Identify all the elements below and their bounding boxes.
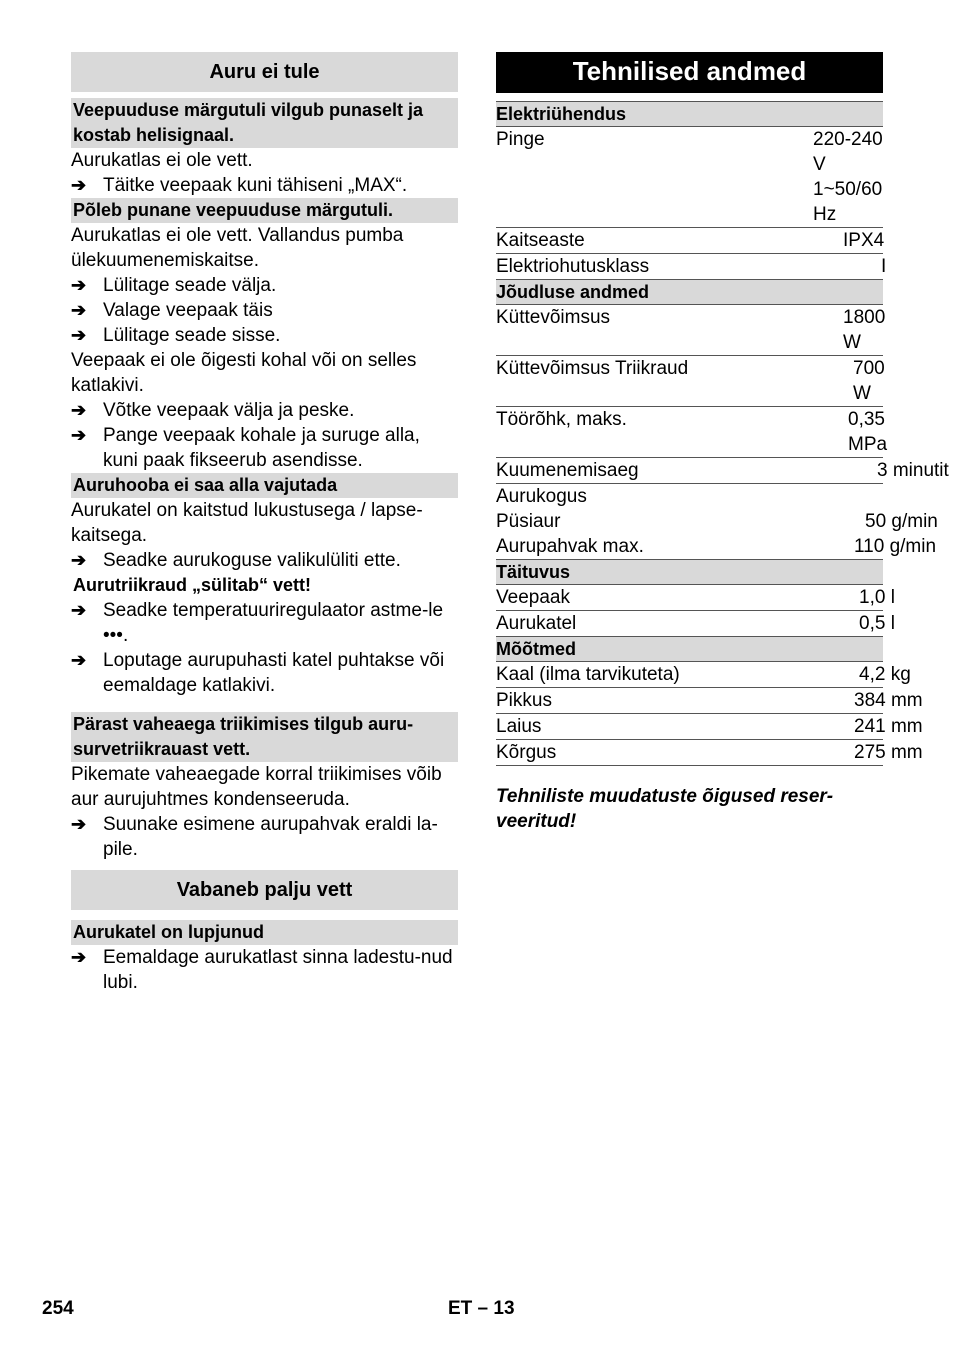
spec-group-header: Jõudluse andmed bbox=[496, 280, 883, 305]
paragraph: Pikemate vaheaegade korral triikimises võib aur aurujuhtmes kondenseeruda. bbox=[71, 764, 442, 810]
rights-reserved-note: Tehniliste muudatuste õigused reser-veeritud! bbox=[496, 786, 834, 832]
paragraph: Aurukatlas ei ole vett. Vallandus pumba ülekuumenemiskaitse. bbox=[71, 225, 404, 271]
arrow-right-icon: ➔ bbox=[71, 650, 87, 670]
spec-row: Veepaak 1,0 l bbox=[496, 585, 883, 611]
subsection-title: Põleb punane veepuuduse märgutuli. bbox=[71, 198, 458, 223]
subsection-title: Aurukatel on lupjunud bbox=[71, 920, 458, 945]
troubleshooting-column bbox=[71, 52, 458, 995]
paragraph: Aurukatlas ei ole vett. bbox=[71, 150, 253, 171]
spec-row: Aurupahvak max. 110 g/min bbox=[496, 534, 883, 560]
spec-row: Laius 241 mm bbox=[496, 714, 883, 740]
arrow-right-icon: ➔ bbox=[71, 425, 87, 445]
arrow-right-icon: ➔ bbox=[71, 325, 87, 345]
spec-row: Kuumenemisaeg 3 minutit bbox=[496, 458, 883, 484]
step-item: ➔ Lülitage seade välja. bbox=[71, 275, 277, 296]
step-item: ➔ Valage veepaak täis bbox=[71, 300, 273, 321]
step-item: ➔ Loputage aurupuhasti katel puhtakse või eemaldage katlakivi. bbox=[71, 650, 445, 696]
arrow-right-icon: ➔ bbox=[71, 947, 87, 967]
spec-row: Pinge 220-240 V bbox=[496, 129, 883, 175]
section-header-no-steam: Auru ei tule bbox=[71, 52, 458, 92]
paragraph: Veepaak ei ole õigesti kohal või on selles katlakivi. bbox=[71, 350, 417, 396]
page-title: Tehnilised andmed bbox=[496, 52, 883, 93]
arrow-right-icon: ➔ bbox=[71, 814, 87, 834]
paragraph: Aurukatel on kaitstud lukustusega / lapse-kaitsega. bbox=[71, 500, 423, 546]
section-number: ET – 13 bbox=[448, 1298, 515, 1319]
spec-row: Pikkus 384 mm bbox=[496, 688, 883, 714]
spec-row: Küttevõimsus Triikraud 700 W bbox=[496, 356, 883, 407]
spec-row: Töörõhk, maks. 0,35 MPa bbox=[496, 407, 883, 458]
spec-row: Aurukatel 0,5 l bbox=[496, 611, 883, 637]
spec-row: Püsiaur 50 g/min bbox=[496, 511, 938, 532]
spec-row: Küttevõimsus 1800 W bbox=[496, 305, 883, 356]
step-item: ➔ Pange veepaak kohale ja suruge alla, kuni paak fikseerub asendisse. bbox=[71, 425, 420, 471]
technical-data-column bbox=[496, 52, 949, 834]
step-item: ➔ Võtke veepaak välja ja peske. bbox=[71, 400, 355, 421]
spec-row: 1~50/60 Hz bbox=[496, 177, 883, 228]
step-item: ➔ Lülitage seade sisse. bbox=[71, 325, 281, 346]
spec-row: Aurukogus bbox=[496, 486, 587, 507]
subsection-title: Auruhooba ei saa alla vajutada bbox=[71, 473, 458, 498]
spec-table bbox=[496, 101, 949, 766]
spec-row: Kõrgus 275 mm bbox=[496, 740, 883, 766]
step-item: ➔ Eemaldage aurukatlast sinna ladestu-nud lubi. bbox=[71, 947, 453, 993]
spec-row: Elektriohutusklass I bbox=[496, 254, 883, 280]
spec-row: Kaitseaste IPX4 bbox=[496, 228, 883, 254]
subsection-title: Aurutriikraud „sülitab“ vett! bbox=[73, 575, 312, 595]
arrow-right-icon: ➔ bbox=[71, 300, 87, 320]
arrow-right-icon: ➔ bbox=[71, 175, 87, 195]
subsection-title: Pärast vaheaega triikimises tilgub auru-survetriikrauast vett. bbox=[71, 712, 458, 762]
page-number: 254 bbox=[42, 1298, 74, 1319]
subsection-title: Veepuuduse märgutuli vilgub punaselt ja kostab helisignaal. bbox=[71, 98, 458, 148]
arrow-right-icon: ➔ bbox=[71, 400, 87, 420]
spec-row: Kaal (ilma tarvikuteta) 4,2 kg bbox=[496, 662, 883, 688]
step-item: ➔ Suunake esimene aurupahvak eraldi la-pile. bbox=[71, 814, 438, 860]
section-header-much-water: Vabaneb palju vett bbox=[71, 870, 458, 910]
step-item: ➔ Täitke veepaak kuni tähiseni „MAX“. bbox=[71, 175, 408, 196]
arrow-right-icon: ➔ bbox=[71, 275, 87, 295]
spec-group-header: Mõõtmed bbox=[496, 637, 883, 662]
arrow-right-icon: ➔ bbox=[71, 550, 87, 570]
spec-group-header: Täituvus bbox=[496, 560, 883, 585]
step-item: ➔ Seadke temperatuuriregulaator astme-le •••. bbox=[71, 600, 444, 646]
spec-group-header: Elektriühendus bbox=[496, 102, 883, 127]
arrow-right-icon: ➔ bbox=[71, 600, 87, 620]
step-item: ➔ Seadke aurukoguse valikulüliti ette. bbox=[71, 550, 401, 571]
